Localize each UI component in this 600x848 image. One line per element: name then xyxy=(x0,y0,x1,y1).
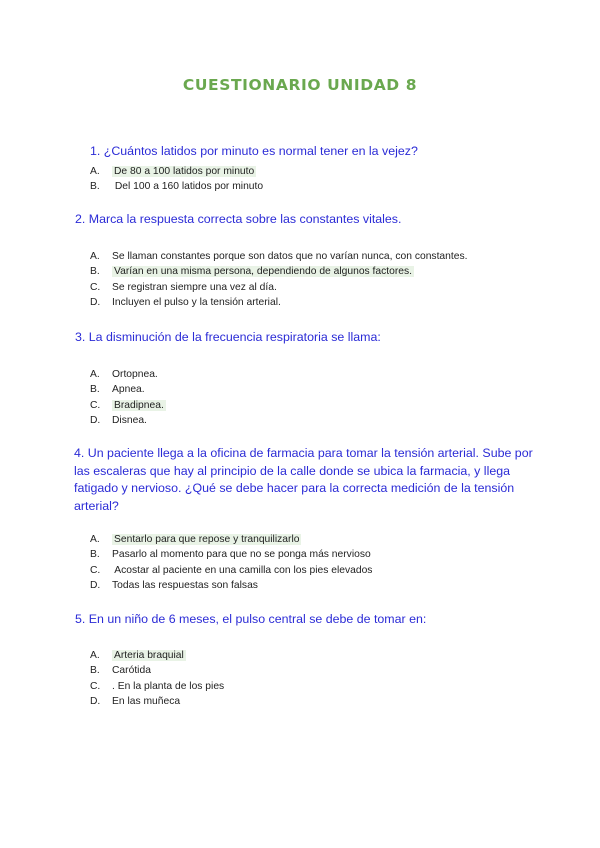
option-letter: B. xyxy=(90,665,100,677)
option-text: Todas las respuestas son falsas xyxy=(112,580,258,592)
option-2a xyxy=(90,249,467,264)
option-text-highlighted: De 80 a 100 latidos por minuto xyxy=(114,166,255,177)
option-letter: D. xyxy=(90,297,101,309)
option-4a xyxy=(90,532,372,547)
option-text-highlighted: Arteria braquial xyxy=(114,650,184,661)
option-letter: B. xyxy=(90,384,100,396)
question-4-text: 4. Un paciente llega a la oficina de farmacia para tomar la tensión arterial. Sube por las escaleras que hay al principio de la calle donde se ubica la farmacia, y llega fatigado y nervioso. ¿Qué se debe hacer para la correcta medición de la tensión arterial? xyxy=(74,446,533,513)
option-text: Incluyen el pulso y la tensión arterial. xyxy=(112,297,281,309)
option-letter: A. xyxy=(90,166,100,177)
question-4-options xyxy=(90,532,372,594)
option-5b xyxy=(90,663,224,678)
question-5-text: 5. En un niño de 6 meses, el pulso central se debe de tomar en: xyxy=(75,612,427,626)
option-text: Se llaman constantes porque son datos que no varían nunca, con constantes. xyxy=(112,251,468,262)
option-text: Del 100 a 160 latidos por minuto xyxy=(112,181,264,193)
option-letter: C. xyxy=(90,680,101,692)
question-2-text: 2. Marca la respuesta correcta sobre las constantes vitales. xyxy=(75,212,402,226)
option-text: Carótida xyxy=(112,665,151,677)
option-5a xyxy=(90,648,224,663)
option-letter: C. xyxy=(90,399,101,411)
option-letter: C. xyxy=(90,281,101,293)
option-letter: D. xyxy=(90,580,101,592)
option-3c xyxy=(90,398,166,413)
question-1-text: 1. ¿Cuántos latidos por minuto es normal tener en la vejez? xyxy=(90,144,418,158)
option-letter: B. xyxy=(90,181,100,193)
option-text-highlighted: Varían en una misma persona, dependiendo de algunos factores. xyxy=(114,266,413,278)
option-text-highlighted: Sentarlo para que repose y tranquilizarlo xyxy=(114,534,300,545)
question-3-options xyxy=(90,367,166,429)
option-text: Se registran siempre una vez al día. xyxy=(112,281,277,293)
option-letter: A. xyxy=(90,369,100,380)
option-text: Ortopnea. xyxy=(112,369,158,380)
option-letter: A. xyxy=(90,650,100,661)
option-3d xyxy=(90,413,166,428)
option-3a xyxy=(90,367,166,382)
option-1b xyxy=(90,179,263,194)
option-letter: D. xyxy=(90,696,101,708)
option-2c xyxy=(90,280,467,295)
option-text: . En la planta de los pies xyxy=(112,680,225,692)
option-5c xyxy=(90,679,224,694)
question-2-options xyxy=(90,249,467,311)
option-text: Apnea. xyxy=(112,384,145,396)
option-letter: C. xyxy=(90,564,101,576)
option-letter: D. xyxy=(90,415,101,427)
option-5d xyxy=(90,694,224,709)
option-letter: A. xyxy=(90,251,100,262)
option-text-highlighted: Bradipnea. xyxy=(114,399,164,411)
option-text: En las muñeca xyxy=(112,696,181,708)
question-3-text: 3. La disminución de la frecuencia respiratoria se llama: xyxy=(75,330,381,344)
option-4c xyxy=(90,563,372,578)
option-1a xyxy=(90,164,263,179)
option-letter: A. xyxy=(90,534,100,545)
option-4b xyxy=(90,547,372,562)
option-text: Pasarlo al momento para que no se ponga más nervioso xyxy=(112,549,371,561)
question-5-options xyxy=(90,648,224,710)
option-letter: B. xyxy=(90,266,100,278)
option-2d xyxy=(90,295,467,310)
option-text: Acostar al paciente en una camilla con los pies elevados xyxy=(112,564,373,576)
page-title: CUESTIONARIO UNIDAD 8 xyxy=(182,76,418,94)
option-4d xyxy=(90,578,372,593)
option-3b xyxy=(90,382,166,397)
option-2b xyxy=(90,264,467,279)
option-text: Disnea. xyxy=(112,415,147,427)
option-letter: B. xyxy=(90,549,100,561)
question-1-options xyxy=(90,164,263,195)
